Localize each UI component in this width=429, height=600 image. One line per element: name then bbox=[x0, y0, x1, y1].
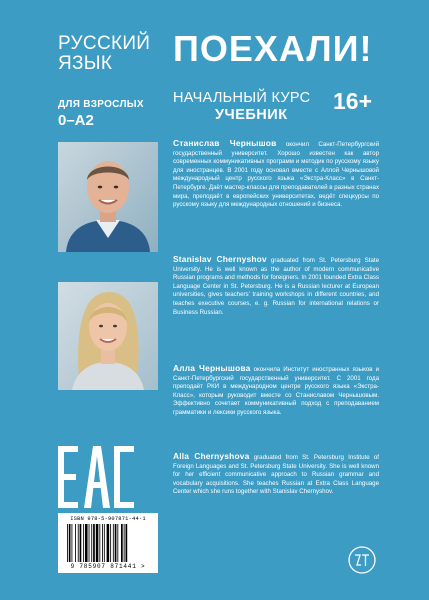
age-rating: 16+ bbox=[333, 88, 373, 114]
bio-text: окончил Санкт-Петербургский государственный университет. Хорошо известен как автор современных коммуникативных программ и методик по русскому языку для иностранцев. В 2001 году основал вместе с Аллой Чернышовой международный центр русского языка «Экстра-Класс» в Санкт-Петербурге. Даёт мастер-классы для преподавателей в разных странах мира, преподаёт в европейских университетах, ведёт спецкурсы по русскому языку для международных отношений и бизнеса. bbox=[173, 141, 380, 209]
bio-name: Алла Чернышова bbox=[173, 363, 251, 373]
author-photo-stanislav bbox=[58, 142, 158, 252]
bio-text: graduated from St. Petersburg State University. He is well known as the author of modern communicative Russian programs and methods for foreigners. In 2001 founded Extra Class Language Center in St. Petersburg. He is a Russian lecturer at European universities, gives teachers' training workshops in different countries, and teaches executive courses, e. g. Russian for international relations or Business Russian. bbox=[173, 257, 379, 316]
publisher-logo-icon bbox=[348, 546, 376, 574]
series-block bbox=[58, 34, 150, 129]
bio-alla-ru bbox=[173, 364, 379, 418]
bio-text: graduated from St. Petersburg Institute of Foreign Languages and St. Petersburg State University. She is well known for her efficient communicative approach to Russian grammar and vocabulary acquisitions. She teaches Russian at Extra Class Language Center which she runs together with Stanislav Chernyshov. bbox=[173, 454, 379, 496]
isbn-label: ISBN 978-5-907871-44-1 bbox=[70, 516, 146, 522]
author-photo-alla bbox=[58, 282, 158, 390]
bio-stanislav-ru bbox=[173, 139, 379, 210]
subject-title: РУССКИЙ ЯЗЫК bbox=[58, 33, 151, 74]
book-title: ПОЕХАЛИ! bbox=[173, 28, 373, 69]
bio-text: окончила Институт иностранных языков и Санкт-Петербургский государственный университет. С 2001 года преподаёт РКИ в международном центре русского языка «Экстра-Класс», которым руководит вместе со Станиславом Чернышовым. Эффективно сочетает коммуникативный подход с преподаванием грамматики и лексики русского языка. bbox=[173, 366, 380, 416]
bio-stanislav-en bbox=[173, 255, 379, 317]
bio-name: Станислав Чернышов bbox=[173, 138, 277, 148]
course-label: НАЧАЛЬНЫЙ КУРС bbox=[173, 90, 311, 106]
barcode-number: 9 785907 871441 > bbox=[70, 563, 146, 570]
barcode-icon bbox=[65, 524, 151, 562]
eac-mark-icon bbox=[58, 446, 134, 508]
isbn-barcode bbox=[58, 513, 158, 573]
bio-name: Stanislav Chernyshov bbox=[173, 254, 267, 264]
bio-alla-en bbox=[173, 452, 379, 497]
bio-name: Alla Chernyshova bbox=[173, 451, 250, 461]
level-label: 0–A2 bbox=[58, 112, 94, 129]
audience-label: ДЛЯ ВЗРОСЛЫХ bbox=[58, 99, 144, 110]
book-type-label: УЧЕБНИК bbox=[215, 107, 288, 123]
